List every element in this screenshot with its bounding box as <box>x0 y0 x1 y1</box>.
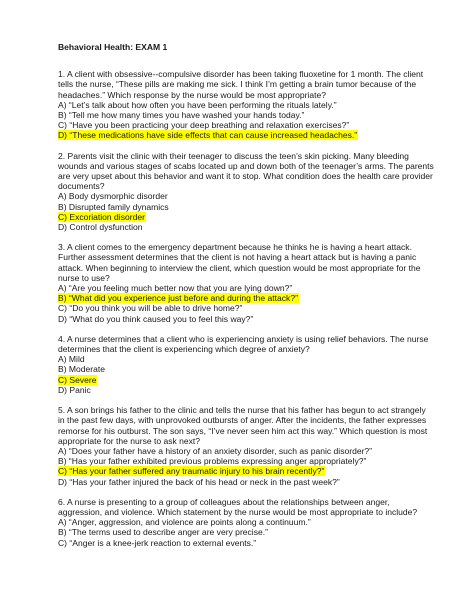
option-text: A) Mild <box>58 354 85 365</box>
option-text: A) “Let’s talk about how often you have been performing the rituals lately.” <box>58 99 337 110</box>
question-3 <box>58 242 434 324</box>
answer-option <box>58 202 434 212</box>
answer-option <box>58 517 434 527</box>
highlighted-answer: B) “What did you experience just before and during the attack?” <box>58 293 298 304</box>
answer-option <box>58 477 434 487</box>
document-title: Behavioral Health: EXAM 1 <box>58 42 168 52</box>
answer-option <box>58 120 434 130</box>
question-1 <box>58 69 434 140</box>
answer-option <box>58 446 434 456</box>
answer-option <box>58 538 434 548</box>
option-text: B) “The terms used to describe anger are very precise.” <box>58 527 268 538</box>
answer-option <box>58 456 434 466</box>
option-text: A) “Does your father have a history of an anxiety disorder, such as panic disorder?” <box>58 445 373 456</box>
option-text: A) Body dysmorphic disorder <box>58 191 168 202</box>
option-text: C) “Do you think you will be able to drive home?” <box>58 303 243 314</box>
answer-option-highlighted <box>58 293 434 303</box>
option-text: B) “Tell me how many times you have washed your hands today.” <box>58 110 305 121</box>
question-5 <box>58 405 434 487</box>
option-text: B) Disrupted family dynamics <box>58 201 169 212</box>
question-stem: 5. A son brings his father to the clinic and tells the nurse that his father has begun to act strangely in the past few days, with unprovoked outbursts of anger. After the incidents, the father expresses remorse for his outburst. The son says, “I’ve never seen him act this way.” Which question is most appropriate for the nurse to ask next? <box>58 405 428 446</box>
option-text: B) Moderate <box>58 364 106 375</box>
answer-option <box>58 354 434 364</box>
question-stem: 4. A nurse determines that a client who is experiencing anxiety is using relief behaviors. The nurse determines that the client is experiencing which degree of anxiety? <box>58 333 429 355</box>
question-2 <box>58 151 434 233</box>
question-stem: 1. A client with obsessive--compulsive disorder has been taking fluoxetine for 1 month. The client tells the nurse, “These pills are making me sick. I think I’m getting a brain tumor because of the headaches.” Which response by the nurse would be most appropriate? <box>58 69 424 100</box>
option-text: D) Panic <box>58 384 91 395</box>
option-text: A) “Anger, aggression, and violence are points along a continuum.” <box>58 517 311 528</box>
question-stem: 3. A client comes to the emergency department because he thinks he is having a heart attack. Further assessment determines that the client is not having a heart attack but is having a panic attack. When beginning to interview the client, which question would be most appropriate for the nurse to use? <box>58 242 421 283</box>
option-text: B) “Has your father exhibited previous problems expressing anger appropriately?” <box>58 456 367 467</box>
answer-option <box>58 303 434 313</box>
answer-option <box>58 100 434 110</box>
answer-option <box>58 191 434 201</box>
option-text: A) “Are you feeling much better now that you are lying down?” <box>58 283 293 294</box>
question-4 <box>58 334 434 395</box>
answer-option <box>58 364 434 374</box>
option-text: D) Control dysfunction <box>58 222 143 233</box>
answer-option-highlighted <box>58 375 434 385</box>
question-stem: 2. Parents visit the clinic with their teenager to discuss the teen’s skin picking. Many bleeding wounds and various stages of scabs located up and down both of the teenager’s arms. The parents are very upset about this behavior and want it to stop. What condition does the health care provider documents? <box>58 150 434 192</box>
option-text: C) “Anger is a knee-jerk reaction to external events.” <box>58 537 257 548</box>
highlighted-answer: C) “Has your father suffered any traumatic injury to his brain recently?” <box>58 466 325 477</box>
answer-option <box>58 110 434 120</box>
highlighted-answer: D) “These medications have side effects that can cause increased headaches.” <box>58 130 358 141</box>
answer-option <box>58 283 434 293</box>
answer-option-highlighted <box>58 212 434 222</box>
answer-option <box>58 385 434 395</box>
option-text: D) “What do you think caused you to feel this way?” <box>58 313 254 324</box>
question-stem: 6. A nurse is presenting to a group of colleagues about the relationships between anger, aggression, and violence. Which statement by the nurse would be most appropriate to include? <box>58 496 418 517</box>
option-text: C) “Have you been practicing your deep breathing and relaxation exercises?” <box>58 120 350 131</box>
option-text: D) “Has your father injured the back of his head or neck in the past week?” <box>58 476 340 487</box>
answer-option <box>58 222 434 232</box>
answer-option-highlighted <box>58 466 434 476</box>
answer-option-highlighted <box>58 130 434 140</box>
answer-option <box>58 527 434 537</box>
answer-option <box>58 314 434 324</box>
highlighted-answer: C) Severe <box>58 374 97 385</box>
highlighted-answer: C) Excoriation disorder <box>58 211 145 222</box>
question-6 <box>58 497 434 548</box>
